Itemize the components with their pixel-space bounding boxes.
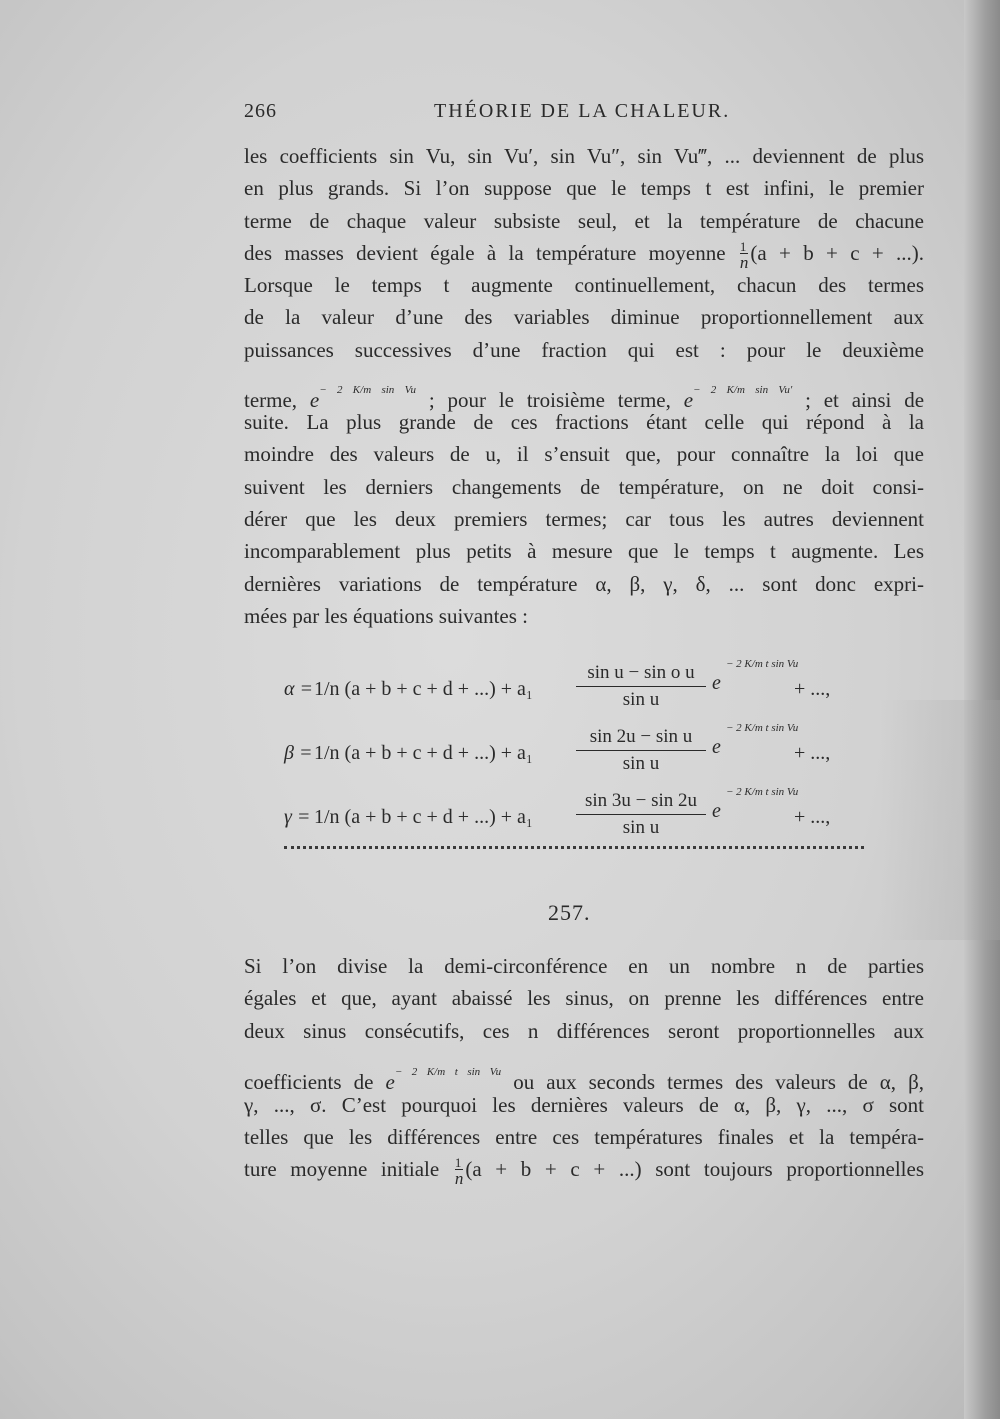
equation-body: 1/n (a + b + c + d + ...) + a₁	[314, 678, 533, 700]
exp-base: e	[385, 1069, 395, 1094]
text-line: Lorsque le temps t augmente continuellement, chacun des termes	[244, 273, 924, 298]
equation-body: 1/n (a + b + c + d + ...) + a₁	[314, 806, 533, 828]
equation-body: 1/n (a + b + c + d + ...) + a₁	[314, 742, 533, 764]
text-line: puissances successives d’une fraction qui est : pour le deuxième	[244, 337, 924, 362]
text-segment: ou aux seconds termes des valeurs de α, β,	[513, 1069, 925, 1094]
text-line: dernières variations de température α, β, γ, δ, ... sont donc expri-	[244, 571, 924, 596]
text-segment: (a + b + c + ...) sont toujours proportionnelles	[465, 1157, 924, 1182]
text-line: moindre des valeurs de u, il s’ensuit que, pour connaître la loi que	[244, 442, 924, 467]
equation-gamma	[284, 788, 904, 852]
text-line: suite. La plus grande de ces fractions étant celle qui répond à la	[244, 410, 924, 435]
quotient-denominator: sin u	[622, 689, 660, 710]
text-segment: des masses devient égale à la température moyenne	[244, 240, 726, 265]
exponent: − 2 K/m t sin Vu	[726, 722, 799, 734]
exponent: − 2 K/m sin Vu′	[693, 384, 793, 397]
fraction	[455, 1156, 464, 1187]
equation-tail: + ...,	[794, 678, 831, 700]
exponent: − 2 K/m t sin Vu	[394, 1065, 502, 1078]
equation-lhs: α =	[284, 678, 313, 700]
equation-tail: + ...,	[794, 806, 831, 828]
exp-base: e	[712, 672, 721, 694]
equation-lhs: β =	[284, 742, 313, 764]
equation-quotient	[576, 662, 706, 711]
equation-lhs: γ =	[284, 806, 311, 828]
exponent: − 2 K/m sin Vu	[319, 384, 417, 397]
text-line: terme de chaque valeur subsiste seul, et la température de chacune	[244, 208, 924, 233]
dotted-separator	[284, 844, 864, 849]
exp-base: e	[683, 388, 694, 413]
exponent: − 2 K/m t sin Vu	[726, 786, 799, 798]
text-line: égales et que, ayant abaissé les sinus, on prenne les différences entre	[244, 986, 924, 1011]
equation-alpha	[284, 660, 904, 724]
equation-quotient	[576, 790, 706, 839]
quotient-numerator: sin 2u − sin u	[576, 726, 706, 751]
page-header	[244, 100, 924, 130]
equation-block	[284, 660, 904, 852]
running-title: THÉORIE DE LA CHALEUR.	[434, 100, 731, 122]
text-segment: (a + b + c + ...).	[750, 240, 924, 265]
fraction-denominator: n	[454, 1169, 464, 1189]
exponential	[712, 722, 799, 759]
text-line: les coefficients sin Vu, sin Vu′, sin Vu″, sin Vu‴, ... deviennent de plus	[244, 144, 924, 168]
fraction-numerator: 1	[454, 1155, 462, 1171]
text-line: telles que les différences entre ces températures finales et la tempéra-	[244, 1125, 924, 1150]
equation-quotient	[576, 726, 706, 775]
fraction	[740, 240, 749, 271]
equation-tail: + ...,	[794, 742, 831, 764]
page-number: 266	[244, 100, 277, 122]
paragraph-2	[244, 950, 925, 1189]
text-line: mées par les équations suivantes :	[244, 603, 529, 628]
exp-base: e	[712, 800, 721, 822]
text-line: en plus grands. Si l’on suppose que le temps t est infini, le premier	[244, 176, 924, 201]
text-segment: coefficients de	[244, 1069, 374, 1094]
text-line-with-fraction	[244, 237, 924, 272]
section-number: 257.	[548, 900, 591, 925]
equation-beta	[284, 724, 904, 788]
text-line-with-exponentials	[244, 366, 925, 413]
text-line: suivent les derniers changements de température, on ne doit consi-	[244, 474, 924, 499]
text-line: deux sinus consécutifs, ces n différences seront proportionnelles aux	[244, 1018, 924, 1043]
paragraph-1	[244, 140, 924, 632]
text-segment: ; pour le troisième terme,	[428, 388, 671, 413]
exponent: − 2 K/m t sin Vu	[726, 658, 799, 670]
quotient-denominator: sin u	[622, 817, 660, 838]
text-line: dérer que les deux premiers termes; car tous les autres deviennent	[244, 506, 924, 531]
exp-base: e	[309, 388, 320, 413]
text-line: incomparablement plus petits à mesure que le temps t augmente. Les	[244, 539, 924, 564]
quotient-numerator: sin 3u − sin 2u	[576, 790, 706, 815]
text-line-with-fraction	[244, 1153, 924, 1189]
quotient-denominator: sin u	[622, 753, 660, 774]
exp-base: e	[712, 736, 721, 758]
text-segment: terme,	[244, 388, 298, 413]
fraction-denominator: n	[739, 252, 749, 272]
text-line: Si l’on divise la demi-circonférence en un nombre n de parties	[244, 954, 924, 978]
fraction-numerator: 1	[739, 238, 747, 254]
text-line: de la valeur d’une des variables diminue proportionnellement aux	[244, 305, 924, 330]
text-segment: ; et ainsi de	[805, 388, 925, 413]
text-segment: ture moyenne initiale	[244, 1157, 440, 1182]
exponential	[712, 786, 799, 823]
text-line-with-exponential	[244, 1047, 925, 1094]
exponential	[712, 658, 799, 695]
quotient-numerator: sin u − sin o u	[576, 662, 706, 687]
text-line: γ, ..., σ. C’est pourquoi les dernières valeurs de α, β, γ, ..., σ sont	[244, 1092, 924, 1117]
